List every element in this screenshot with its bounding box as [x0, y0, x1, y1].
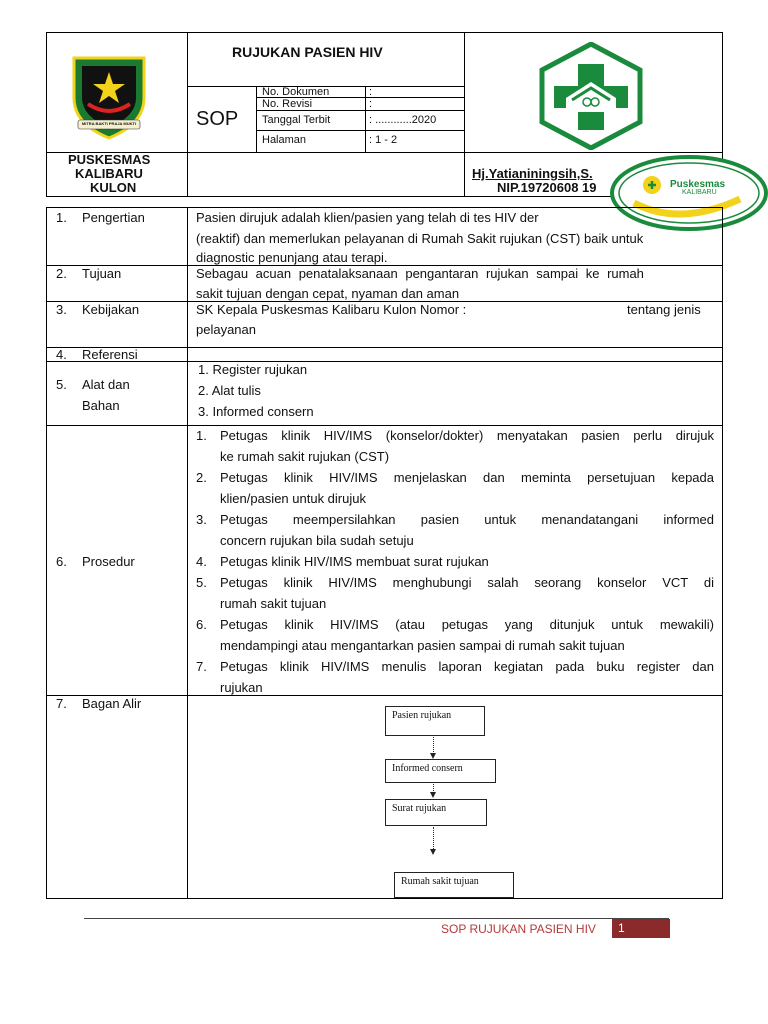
kebijakan-line-1b: tentang jenis — [627, 302, 701, 317]
emblem-motto: MITRA BAKTI PRAJA MUKTI — [81, 121, 137, 126]
section-2-label: Tujuan — [82, 266, 122, 281]
section-5-label-2: Bahan — [82, 398, 120, 413]
prosedur-item-number: 3. — [196, 512, 207, 527]
section-5-label: Alat dan — [82, 377, 130, 392]
meta-value-tanggal: : ............2020 — [369, 114, 437, 126]
meta-value-dokumen: : — [369, 86, 373, 98]
alat-item-1: 1. Register rujukan — [198, 362, 308, 377]
prosedur-item-text: Petugas klinik HIV/IMS menulis laporan kegiatan pada buku register dan — [220, 659, 714, 674]
meta-label-dokumen: No. Dokumen — [262, 86, 330, 98]
prosedur-item — [196, 617, 716, 659]
section-7-label: Bagan Alir — [82, 696, 142, 711]
prosedur-item — [196, 659, 716, 701]
flow-box-informed-consern: Informed consern — [385, 759, 496, 783]
section-7-number: 7. — [56, 696, 67, 711]
section-1-number: 1. — [56, 210, 67, 225]
section-4-label: Referensi — [82, 347, 138, 362]
flow-box-surat-rujukan: Surat rujukan — [385, 799, 487, 826]
kebijakan-line-2: pelayanan — [196, 322, 256, 337]
prosedur-item-text: Petugas klinik HIV/IMS menghubungi salah seorang konselor VCT di — [220, 575, 714, 590]
flow-arrowhead — [430, 849, 436, 855]
flow-arrow — [433, 737, 434, 754]
prosedur-item — [196, 470, 716, 512]
prosedur-item-number: 4. — [196, 554, 207, 569]
flow-box-pasien-rujukan: Pasien rujukan — [385, 706, 485, 736]
prosedur-item-text-2: rumah sakit tujuan — [220, 596, 327, 611]
page-title: RUJUKAN PASIEN HIV — [232, 44, 383, 60]
section-1-label: Pengertian — [82, 210, 145, 225]
stamp-subtitle: KALIBARU — [682, 189, 717, 196]
flow-box-rumah-sakit-tujuan: Rumah sakit tujuan — [394, 872, 514, 898]
meta-label-tanggal: Tanggal Terbit — [262, 114, 331, 126]
section-4-number: 4. — [56, 347, 67, 362]
prosedur-item-number: 6. — [196, 617, 207, 632]
stamp-title: Puskesmas — [670, 179, 726, 190]
prosedur-item-number: 5. — [196, 575, 207, 590]
prosedur-item-text: Petugas meempersilahkan pasien untuk menandatangani informed — [220, 512, 714, 527]
section-5-number: 5. — [56, 377, 67, 392]
regency-emblem-logo — [64, 52, 154, 142]
prosedur-item — [196, 512, 716, 554]
alat-item-3: 3. Informed consern — [198, 404, 314, 419]
puskesmas-logo — [536, 42, 646, 150]
org-name-line-2: KALIBARU — [75, 166, 143, 181]
footer-rule — [84, 918, 669, 919]
signer-name: Hj.Yatianiningsih,S. — [472, 166, 593, 181]
flow-arrow — [433, 827, 434, 849]
alat-item-2: 2. Alat tulis — [198, 383, 261, 398]
meta-label-revisi: No. Revisi — [262, 98, 313, 110]
section-2-number: 2. — [56, 266, 67, 281]
prosedur-item-text: Petugas klinik HIV/IMS (atau petugas yang ditunjuk untuk mewakili) — [220, 617, 714, 632]
footer-page-number — [612, 919, 670, 938]
meta-value-halaman: : 1 - 2 — [369, 134, 398, 146]
puskesmas-stamp — [610, 155, 768, 231]
footer-page-text: 1 — [618, 921, 625, 935]
flow-arrowhead — [430, 792, 436, 798]
sop-label: SOP — [196, 108, 239, 130]
prosedur-item — [196, 575, 716, 617]
prosedur-item-number: 2. — [196, 470, 207, 485]
signer-nip: NIP.19720608 19 — [497, 180, 597, 195]
prosedur-item-text-2: mendampingi atau mengantarkan pasien sampai di rumah sakit tujuan — [220, 638, 625, 653]
prosedur-item — [196, 554, 716, 575]
section-3-number: 3. — [56, 302, 67, 317]
prosedur-item-text-2: rujukan — [220, 680, 263, 695]
section-6-label: Prosedur — [82, 554, 135, 569]
tujuan-line-2: sakit tujuan dengan cepat, nyaman dan aman — [196, 286, 460, 301]
section-3-label: Kebijakan — [82, 302, 140, 317]
tujuan-line-1: Sebagau acuan penatalaksanaan pengantaran rujukan sampai ke rumah — [196, 266, 644, 281]
prosedur-item-number: 1. — [196, 428, 207, 443]
prosedur-item-text: Petugas klinik HIV/IMS (konselor/dokter) menyatakan pasien perlu dirujuk — [220, 428, 714, 443]
pengertian-line-2: (reaktif) dan memerlukan pelayanan di Rumah Sakit rujukan (CST) baik untuk — [196, 231, 644, 246]
prosedur-item-text: Petugas klinik HIV/IMS menjelaskan dan meminta persetujuan kepada — [220, 470, 714, 485]
prosedur-list — [196, 428, 716, 701]
prosedur-item — [196, 428, 716, 470]
pengertian-line-3: diagnostic penunjang atau terapi. — [196, 250, 388, 265]
org-name-line-1: PUSKESMAS — [68, 152, 151, 167]
prosedur-item-text: Petugas klinik HIV/IMS membuat surat rujukan — [220, 554, 489, 569]
kebijakan-line-1: SK Kepala Puskesmas Kalibaru Kulon Nomor : — [196, 302, 467, 317]
prosedur-item-text-2: concern rujukan bila sudah setuju — [220, 533, 414, 548]
prosedur-item-text-2: klien/pasien untuk dirujuk — [220, 491, 366, 506]
prosedur-item-text-2: ke rumah sakit rujukan (CST) — [220, 449, 390, 464]
prosedur-item-number: 7. — [196, 659, 207, 674]
section-6-number: 6. — [56, 554, 67, 569]
footer-label: SOP RUJUKAN PASIEN HIV — [441, 922, 596, 936]
meta-label-halaman: Halaman — [262, 134, 307, 146]
pengertian-line-1: Pasien dirujuk adalah klien/pasien yang telah di tes HIV der — [196, 210, 539, 225]
org-name-line-3: KULON — [90, 180, 137, 195]
meta-value-revisi: : — [369, 98, 373, 110]
